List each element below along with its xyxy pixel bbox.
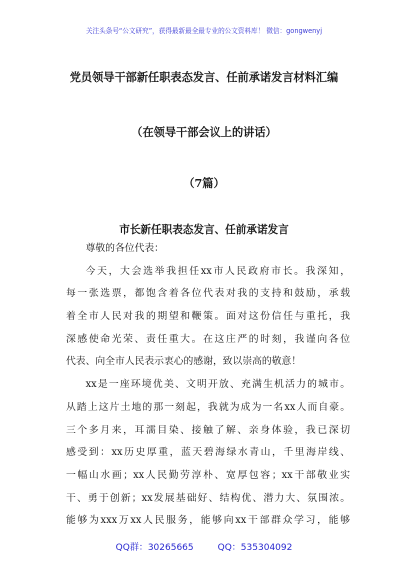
section-title: 市长新任职表态发言、任前承诺发言 (119, 224, 289, 236)
text-line: 代表、向全市人民表示衷心的感谢，致以崇高的敬意！ (66, 356, 302, 368)
document-subtitle: （在领导干部会议上的讲话） (131, 125, 277, 139)
body-text (66, 238, 350, 533)
qq-group-number: QQ群：30265665 (115, 543, 194, 553)
text-line: 感受到：xx历史厚重，蓝天碧海绿水青山，千里海岸线、 (66, 447, 350, 459)
text-line: 能够为xxx万xx人民服务，能够向xx干部群众学习，能够 (66, 515, 350, 527)
contact-footer (0, 540, 408, 553)
text-line: 每一张选票，都饱含着各位代表对我的支持和鼓励，承载 (66, 288, 350, 300)
promo-banner: 关注头条号“公文研究”，获得最新最全最专业的公文资料库！ 微信：gongwenyj (85, 27, 323, 35)
text-line: 深感使命光荣、责任重大。在这庄严的时刻，我谨向各位 (66, 333, 350, 345)
text-line: 一幅山水画；xx人民勤劳淳朴、宽厚包容；xx干部敬业实 (66, 469, 350, 481)
salutation-line: 尊敬的各位代表： (85, 243, 164, 254)
document-title: 党员领导干部新任职表态发言、任前承诺发言材料汇编 (69, 70, 339, 84)
text-line: 干、勇于创新；xx发展基础好、结构优、潜力大、氛围浓。 (66, 492, 350, 504)
qq-number: QQ：535304092 (217, 543, 293, 553)
article-count: （7篇） (183, 176, 225, 190)
text-line: 三个多月来，耳濡目染、接触了解、亲身体验，我已深切 (66, 424, 350, 436)
text-line: 今天，大会选举我担任xx市人民政府市长。我深知， (85, 265, 350, 277)
text-line: 从踏上这片土地的那一刻起，我就为成为一名xx人而自豪。 (66, 401, 350, 413)
text-line: 着全市人民对我的期望和鞭策。面对这份信任与重托，我 (66, 311, 350, 323)
text-line: xx是一座环境优美、文明开放、充满生机活力的城市。 (85, 379, 350, 391)
